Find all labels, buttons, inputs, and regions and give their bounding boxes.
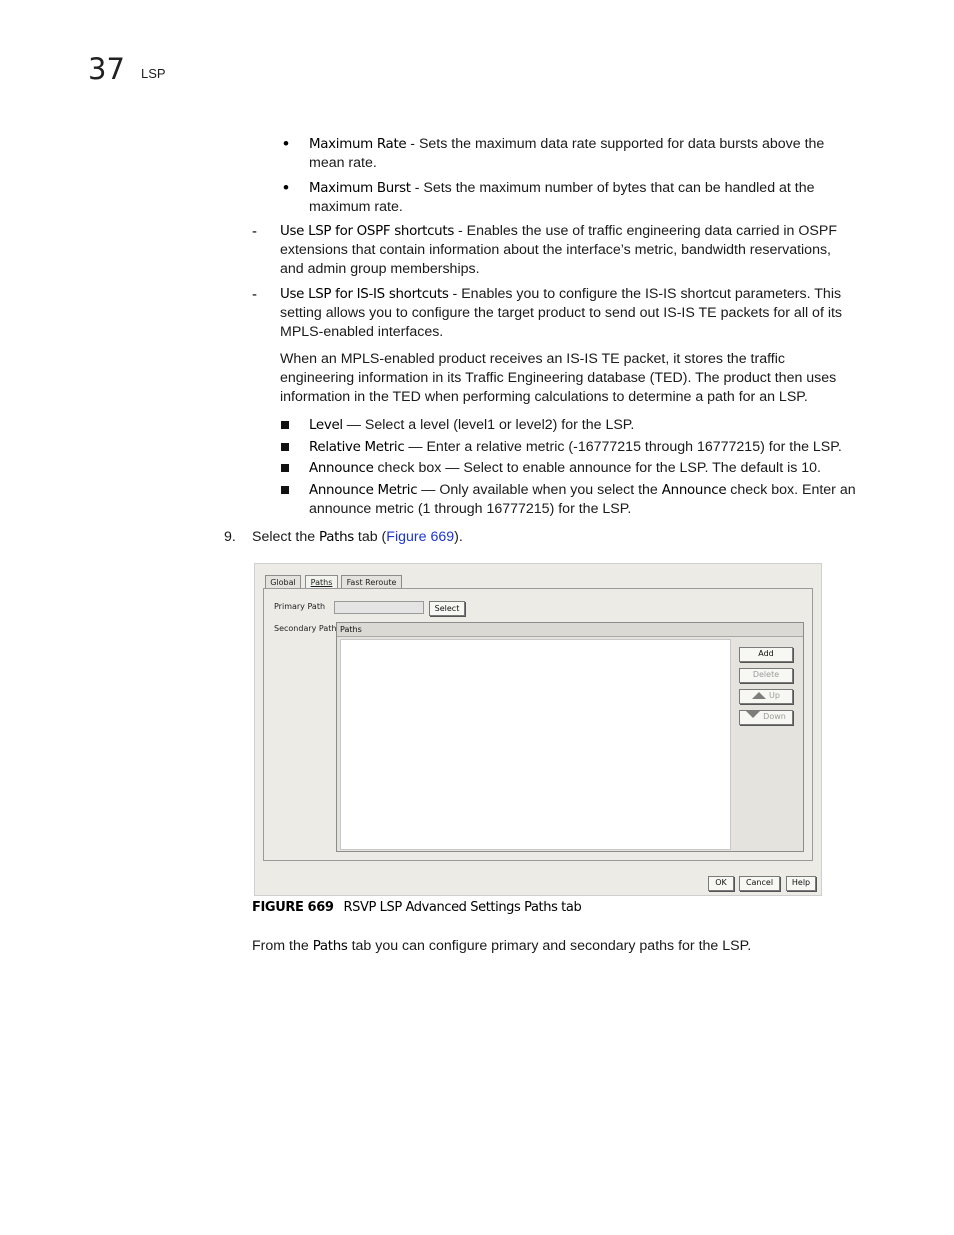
tab-global[interactable]: Global [265,575,301,589]
bullet-dot: • [283,134,289,153]
arrow-up-icon [752,692,766,699]
dash-marker: - [252,223,257,240]
select-button[interactable]: Select [429,601,465,616]
help-button[interactable]: Help [786,876,816,891]
dash-marker: - [252,286,257,303]
isis-te-paragraph: When an MPLS-enabled product receives an IS-IS TE packet, it stores the traffic engineering information in its Traffic Engineering database (TED). The product then uses information in the TED when performing calculations to determine a path for an LSP. [280,351,837,405]
dash-ospf-shortcuts: Use LSP for OSPF shortcuts - Enables the use of traffic engineering data carried in OSPF extensions that contain information about the interface’s metric, bandwidth reservations, and admin group memberships. [280,223,838,277]
dash-isis-shortcuts: Use LSP for IS-IS shortcuts - Enables you to configure the IS-IS shortcut parameters. This setting allows you to configure the target product to send out IS-IS TE packets for all of its MPLS-enabled interfaces. [280,286,843,340]
term-announce-metric: Announce Metric [309,483,418,498]
square-bullet [281,421,289,429]
paths-panel [263,588,813,861]
figure-title: RSVP LSP Advanced Settings Paths tab [343,900,582,915]
term-level: Level [309,418,343,433]
term-maximum-burst: Maximum Burst [309,181,411,196]
square-bullet [281,486,289,494]
up-button[interactable]: Up [739,689,793,704]
paths-list-body[interactable] [340,639,731,850]
closing-paragraph: From the Paths tab you can configure primary and secondary paths for the LSP. [252,938,752,954]
secondary-paths-list [336,622,804,852]
cancel-button[interactable]: Cancel [739,876,780,891]
item-relative-metric: Relative Metric — Enter a relative metric (-16777215 through 16777215) for the LSP. [309,439,842,455]
chapter-number: 37 [88,52,125,86]
down-button[interactable]: Down [739,710,793,725]
figure-669-link[interactable]: Figure 669 [386,529,455,545]
bullet-dot: • [283,178,289,197]
paths-tab-screenshot [254,563,822,896]
ok-button[interactable]: OK [708,876,734,891]
term-isis-shortcuts: Use LSP for IS-IS shortcuts [280,287,449,302]
item-announce: Announce check box — Select to enable announce for the LSP. The default is 10. [309,460,821,476]
tab-paths[interactable]: Paths [305,575,338,589]
primary-path-field[interactable] [334,601,424,614]
term-announce: Announce [309,461,374,476]
square-bullet [281,443,289,451]
term-ospf-shortcuts: Use LSP for OSPF shortcuts [280,224,454,239]
secondary-path-label: Secondary Path [274,624,337,633]
step-9-text: Select the Paths tab (Figure 669). [252,529,463,545]
bullet-maximum-burst: Maximum Burst - Sets the maximum number of bytes that can be handled at the maximum rate. [309,180,815,215]
square-bullet [281,464,289,472]
delete-button[interactable]: Delete [739,668,793,683]
term-relative-metric: Relative Metric [309,440,405,455]
item-announce-metric: Announce Metric — Only available when you select the Announce check box. Enter an announce metric (1 through 16777215) for the LSP. [309,482,856,517]
item-level: Level — Select a level (level1 or level2) for the LSP. [309,417,635,433]
figure-caption [252,900,581,915]
tab-fast-reroute[interactable]: Fast Reroute [341,575,402,589]
bullet-maximum-rate: Maximum Rate - Sets the maximum data rate supported for data bursts above the mean rate. [309,136,825,171]
step-number: 9. [224,529,236,545]
term-maximum-rate: Maximum Rate [309,137,407,152]
arrow-down-icon [746,711,760,718]
chapter-title: LSP [141,66,166,81]
add-button[interactable]: Add [739,647,793,662]
primary-path-label: Primary Path [274,602,326,611]
figure-label: FIGURE 669 [252,900,334,915]
paths-column-header: Paths [337,623,803,637]
